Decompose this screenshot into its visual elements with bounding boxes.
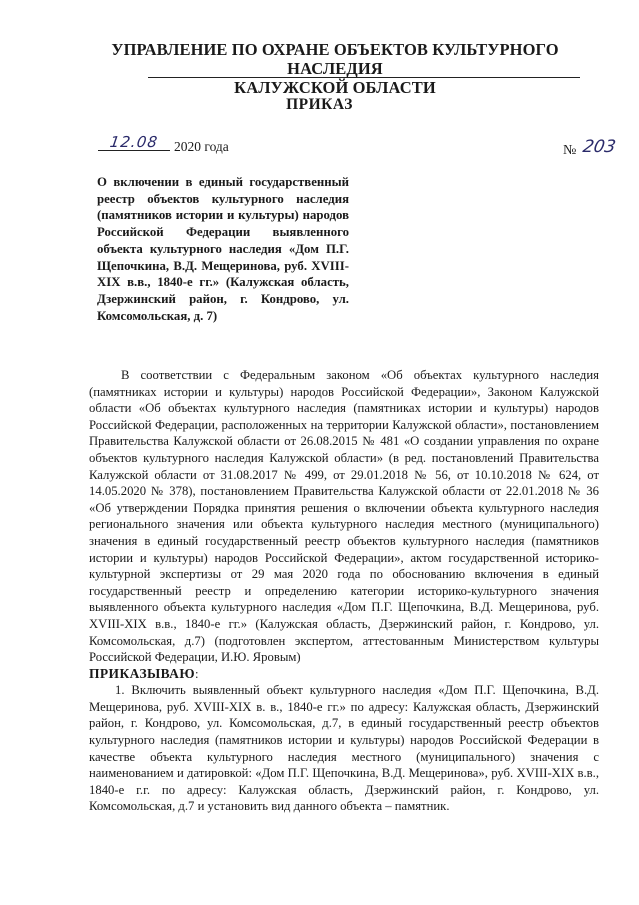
document-title: ПРИКАЗ: [286, 96, 353, 113]
header-divider: [148, 77, 580, 78]
handwritten-number: 203: [581, 137, 618, 157]
preamble-paragraph: В соответствии с Федеральным законом «Об объектах культурного наследия (памятниках истории и культуры) народов Российской Федерации», Законом Калужской области «Об объектах культурного наследия (памятниках истории и культуры) народов Российской Федерации, расположенных на территории Калужской области», постановлением Правительства Калужской области от 26.08.2015 № 481 «О создании управления по охране объектов культурного наследия Калужской области» (в ред. постановлений Правительства Калужской области от 31.08.2017 № 499, от 29.01.2018 № 56, от 10.10.2018 № 624, от 14.05.2020 № 378), постановлением Правительства Калужской области от 22.01.2018 № 36 «Об утверждении Порядка принятия решения о включении объекта культурного наследия регионального значения или объекта культурного наследия местного (муниципального) значения в единый государственный реестр объектов культурного наследия (памятников истории и культуры) народов Российской Федерации», актом государственной историко-культурной экспертизы от 29 мая 2020 года по обоснованию включения в единый государственный реестр и определению категории историко-культурного значения выявленного объекта культурного наследия «Дом П.Г. Щепочкина, В.Д. Мещеринова, руб. XVIII-XIX в.в., 1840-е гг.» (Калужская область, Дзержинский район, г. Кондрово, ул. Комсомольская, д.7) (подготовлен экспертом, аттестованным Министерством культуры Российской Федерации, И.Ю. Яровым): [89, 368, 599, 665]
order-date: [98, 133, 298, 155]
decree-heading: [89, 666, 599, 683]
prikazyvayu-label: ПРИКАЗЫВАЮ: [89, 665, 195, 681]
handwritten-date: 12.08: [108, 133, 160, 151]
order-subject: О включении в единый государственный реестр объектов культурного наследия (памятников истории и культуры) народов Российской Федерации выявленного объекта культурного наследия «Дом П.Г. Щепочкина, В.Д. Мещеринова, руб. XVIII-XIX в.в., 1840-е гг.» (Калужская область, Дзержинский район, г. Кондрово, ул. Комсомольская, д. 7): [97, 175, 349, 323]
decree-point-1: 1. Включить выявленный объект культурного наследия «Дом П.Г. Щепочкина, В.Д. Мещеринова, руб. XVIII-XIX в. в., 1840-е гг.» по адресу: Калужская область, Дзержинский район, г. Кондрово, ул. Комсомольская, д.7, в единый государственный реестр объектов культурного наследия (памятников истории и культуры) народов Российской Федерации в качестве объекта культурного наследия местного (муниципального) значения с наименованием и датировкой: «Дом П.Г. Щепочкина, В.Д. Мещеринова», руб. XVIII-XIX в.в., 1840-е г.г. по адресу: Калужская область, Дзержинский район, г. Кондрово, ул. Комсомольская, д.7 и установить вид данного объекта – памятник.: [89, 683, 599, 814]
organization-name-line1: УПРАВЛЕНИЕ ПО ОХРАНЕ ОБЪЕКТОВ КУЛЬТУРНОГО НАСЛЕДИЯ: [111, 40, 559, 78]
organization-header: [80, 40, 590, 97]
prikazyvayu-colon: :: [194, 666, 199, 681]
number-sign: №: [563, 143, 577, 158]
order-number: [563, 137, 623, 169]
date-underline: [98, 150, 170, 151]
document-body: [89, 367, 599, 815]
organization-name-line2: КАЛУЖСКОЙ ОБЛАСТИ: [234, 78, 436, 97]
date-year: 2020 года: [174, 139, 229, 154]
